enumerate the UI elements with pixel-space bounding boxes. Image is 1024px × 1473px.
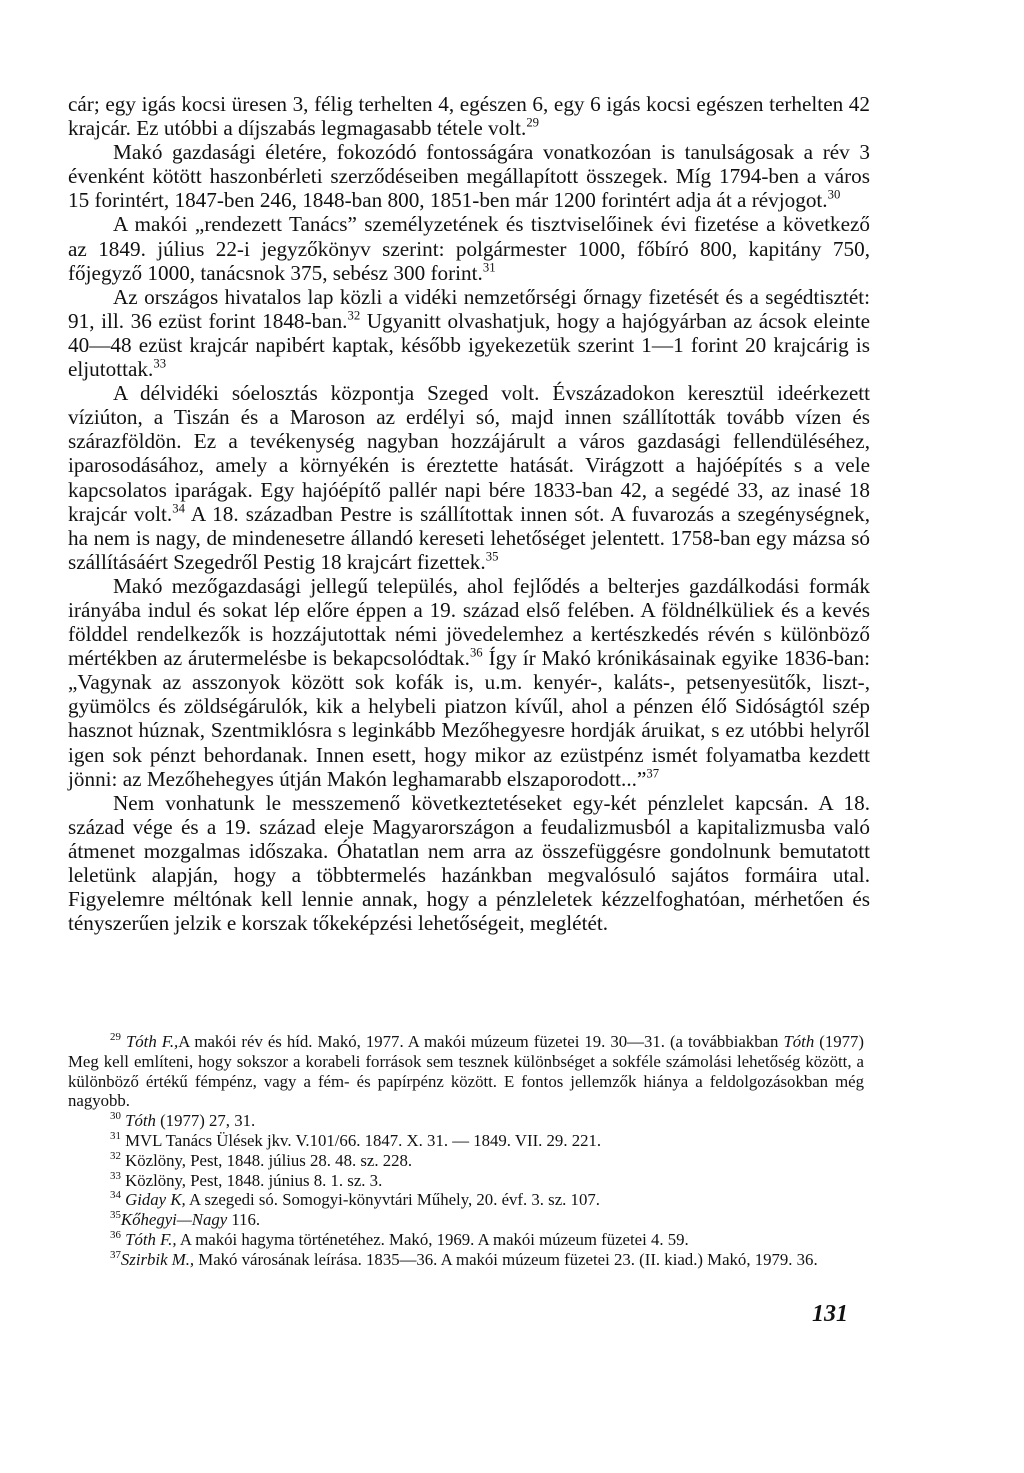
footnote-author: Tóth F., — [125, 1032, 179, 1051]
footnote-text: A makói rév és híd. Makó, 1977. A makói múzeum füzetei 19. 30—31. (a továbbiakban — [178, 1032, 784, 1051]
paragraph-text: Így ír Makó krónikásainak egyike 1836-ban: „Vagynak az asszonyok között sok kofák is, u.m. kenyér-, kaláts-, petsenyesütők, liszt-, gyümölcs és zöldségárulók, kik a helybeli piatzon kívűl, ahol a pénzen élő Sidóságtól szép hasznot húznak, Szentmiklósra s leginkább Mezőhegyesre hordják áruikat, s ez utóbbi helyről igen sok pénzt behordanak. Innen esett, hogy mikor az ezüstpénz ismét folyamatba kezdett jönni: az Mezőhehegyes útján Makón leghamarabb elszaporodott...” — [68, 646, 870, 791]
footnote-number: 31 — [110, 1129, 121, 1142]
paragraph-text: Nem vonhatunk le messzemenő következtetéseket egy-két pénzlelet kapcsán. A 18. század vége és a 19. század eleje Magyarországon a feudalizmusból a kapitalizmusba való átmenet mozgalmas időszaka. Óhatatlan nem arra az összefüggésre gondolnunk bemutatott leletünk alapján, hogy a többtermelés hazánkban megvalósuló sajátos formáira utal. Figyelemre méltónak kell lennie annak, hogy a pénzleletek kézzelfoghatóan, mérhetően és tényszerűen jelzik e korszak tőkeképzési lehetőségeit, meglétét. — [68, 790, 870, 936]
footnote-ref[interactable]: 29 — [526, 115, 540, 130]
footnote-31 — [68, 1131, 864, 1151]
footnote-ref[interactable]: 30 — [827, 188, 841, 203]
footnote-29 — [68, 1032, 864, 1111]
footnote-text: (1977) 27, 31. — [155, 1111, 256, 1131]
footnote-ref[interactable]: 31 — [482, 260, 496, 275]
footnote-number: 34 — [110, 1189, 121, 1202]
footnote-37 — [68, 1250, 864, 1270]
footnote-text: Makó városának leírása. 1835—36. A makói múzeum füzetei 23. (II. kiad.) Makó, 1979. 36. — [194, 1249, 818, 1269]
footnote-author: Kőhegyi—Nagy — [120, 1210, 228, 1230]
footnote-author: Szirbik M., — [120, 1249, 195, 1269]
footnote-ref[interactable]: 37 — [646, 766, 660, 781]
paragraph-6 — [68, 574, 870, 791]
paragraph-2 — [68, 140, 870, 212]
paragraph-text: cár; egy igás kocsi üresen 3, félig terhelten 4, egészen 6, egy 6 igás kocsi egészen terhelten 42 krajcár. Ez utóbbi a díjszabás legmagasabb tétele volt. — [68, 92, 870, 141]
footnote-text: 116. — [227, 1210, 261, 1230]
footnote-32 — [68, 1151, 864, 1171]
footnote-text: MVL Tanács Ülések jkv. V.101/66. 1847. X. 31. — 1849. VII. 29. 221. — [125, 1130, 602, 1150]
footnote-ref[interactable]: 35 — [485, 549, 499, 564]
footnote-number: 37 — [110, 1248, 121, 1261]
footnote-number: 36 — [110, 1228, 121, 1241]
footnote-text: Közlöny, Pest, 1848. július 28. 48. sz. 228. — [125, 1150, 413, 1170]
footnote-text: Közlöny, Pest, 1848. június 8. 1. sz. 3. — [125, 1170, 383, 1190]
footnote-36 — [68, 1230, 864, 1250]
footnote-author: Tóth — [783, 1032, 815, 1051]
footnote-number: 32 — [110, 1149, 121, 1162]
footnote-text: (1977) Meg kell említeni, hogy sokszor a korabeli források sem tesznek különbséget a sokféle számolási lehetőség között, a különböző értékű fémpénz, vagy a fém- és papírpénz között. E fontos jellemzők hiánya a feldolgozásokban még nagyobb. — [68, 1032, 864, 1111]
paragraph-1 — [68, 92, 870, 140]
paragraph-text: Az országos hivatalos lap közli a vidéki nemzetőrségi őrnagy fizetését és a segédtisztét: 91, ill. 36 ezüst forint 1848-ban. — [68, 284, 870, 333]
footnote-35 — [68, 1210, 864, 1230]
footnote-30 — [68, 1111, 864, 1131]
footnote-ref[interactable]: 36 — [469, 645, 483, 660]
paragraph-4 — [68, 285, 870, 381]
paragraph-7 — [68, 791, 870, 936]
footnote-text: A szegedi só. Somogyi-könyvtári Műhely, 20. évf. 3. sz. 107. — [185, 1190, 600, 1210]
footnote-ref[interactable]: 34 — [172, 501, 185, 516]
footnote-author: Tóth — [125, 1111, 156, 1131]
paragraph-text: A 18. században Pestre is szállítottak innen sót. A fuvarozás a szegénységnek, ha nem is nagy, de mindenesetre állandó kereseti lehetőséget jelentett. 1758-ban egy mázsa só szállításáért Szegedről Pestig 18 krajcárt fizettek. — [68, 501, 870, 574]
paragraph-text: Makó mezőgazdasági jellegű település, ahol fejlődés a belterjes gazdálkodási formák irányába indul és sokat lép előre éppen a 19. század első felében. A földnélküliek és a kevés földdel rendelkezők is hozzájutottak némi jövedelemhez a kertészkedés révén s különböző mértékben az árutermelésbe is bekapcsolódtak. — [68, 573, 870, 671]
footnote-ref[interactable]: 32 — [347, 308, 361, 323]
paragraph-text: A makói „rendezett Tanács” személyzetének és tisztviselőinek évi fizetése a következő az 1849. július 22-i jegyzőkönyv szerint: polgármester 1000, főbíró 800, kapitány 750, főjegyző 1000, tanácsnok 375, sebész 300 forint. — [68, 212, 870, 285]
footnote-number: 33 — [110, 1169, 121, 1182]
paragraph-text: Makó gazdasági életére, fokozódó fontosságára vonatkozóan is tanulságosak a rév 3 évenként kötött haszonbérleti szerződéseiben megállapított összegek. Míg 1794-ben a város 15 forintért, 1847-ben 246, 1848-ban 800, 1851-ben már 1200 forintért adja át a révjogot. — [68, 140, 870, 213]
footnote-number: 29 — [110, 1030, 121, 1043]
footnote-34 — [68, 1190, 864, 1210]
footnote-author: Giday K, — [125, 1190, 186, 1210]
footnote-number: 35 — [110, 1209, 121, 1222]
footnotes — [68, 1032, 864, 1270]
footnote-ref[interactable]: 33 — [153, 356, 167, 371]
paragraph-3 — [68, 212, 870, 284]
body-text — [68, 92, 870, 935]
footnote-author: Tóth F., — [125, 1229, 177, 1249]
footnote-text: A makói hagyma történetéhez. Makó, 1969. A makói múzeum füzetei 4. 59. — [176, 1229, 689, 1249]
page-number: 131 — [812, 1301, 848, 1327]
paragraph-text: A délvidéki sóelosztás központja Szeged volt. Évszázadokon keresztül ideérkezett víziúton, a Tiszán és a Maroson az erdélyi só, majd innen szállították tovább vízen és szárazföldön. Ez a tevékenység nagyban hozzájárult a város gazdasági fellendüléséhez, iparosodásához, amely a környékén is éreztette hatását. Virágzott a hajóépítés s a vele kapcsolatos iparágak. Egy hajóépítő pallér napi bére 1833-ban 42, a segédé 33, az inasé 18 krajcár volt. — [68, 381, 870, 526]
paragraph-text: Ugyanitt olvashatjuk, hogy a hajógyárban az ácsok eleinte 40—48 ezüst krajcár napibért kaptak, később igyekezetük szerint 1—1 forint 20 krajcárig is eljutottak. — [68, 308, 870, 382]
footnote-33 — [68, 1171, 864, 1191]
footnote-number: 30 — [110, 1110, 121, 1123]
paragraph-5 — [68, 381, 870, 574]
